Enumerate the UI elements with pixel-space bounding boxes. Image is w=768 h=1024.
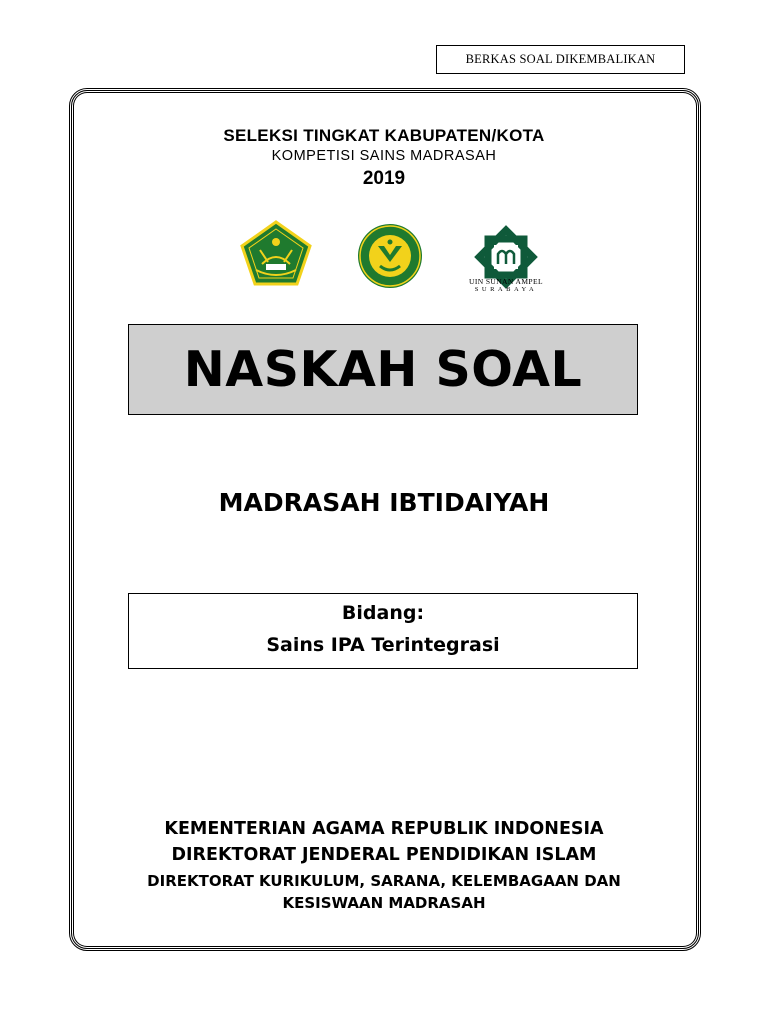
school-level: MADRASAH IBTIDAIYAH xyxy=(218,488,550,517)
subject-field-value: Sains IPA Terintegrasi xyxy=(266,634,500,656)
selection-level-heading: SELEKSI TINGKAT KABUPATEN/KOTA xyxy=(223,126,545,145)
competition-year: 2019 xyxy=(362,168,406,189)
uin-city: SURABAYA xyxy=(474,286,538,293)
directorate-general: DIREKTORAT JENDERAL PENDIDIKAN ISLAM xyxy=(171,845,597,865)
directorate-line-2: KESISWAAN MADRASAH xyxy=(282,894,486,912)
directorate-line-1: DIREKTORAT KURIKULUM, SARANA, KELEMBAGAAN DAN xyxy=(147,872,621,890)
ministry-name: KEMENTERIAN AGAMA REPUBLIK INDONESIA xyxy=(164,819,604,839)
subject-field-box xyxy=(128,593,638,669)
ksm-logo-icon xyxy=(356,222,424,290)
subject-field-label: Bidang: xyxy=(341,602,425,624)
kemenag-logo-icon xyxy=(240,220,312,286)
uin-caption: UIN SUNAN AMPEL xyxy=(469,277,543,286)
document-title-box xyxy=(128,324,638,415)
returned-file-label: BERKAS SOAL DIKEMBALIKAN xyxy=(465,52,656,66)
competition-name: KOMPETISI SAINS MADRASAH xyxy=(271,148,497,164)
document-title: NASKAH SOAL xyxy=(183,341,583,398)
returned-file-stamp xyxy=(436,45,685,74)
